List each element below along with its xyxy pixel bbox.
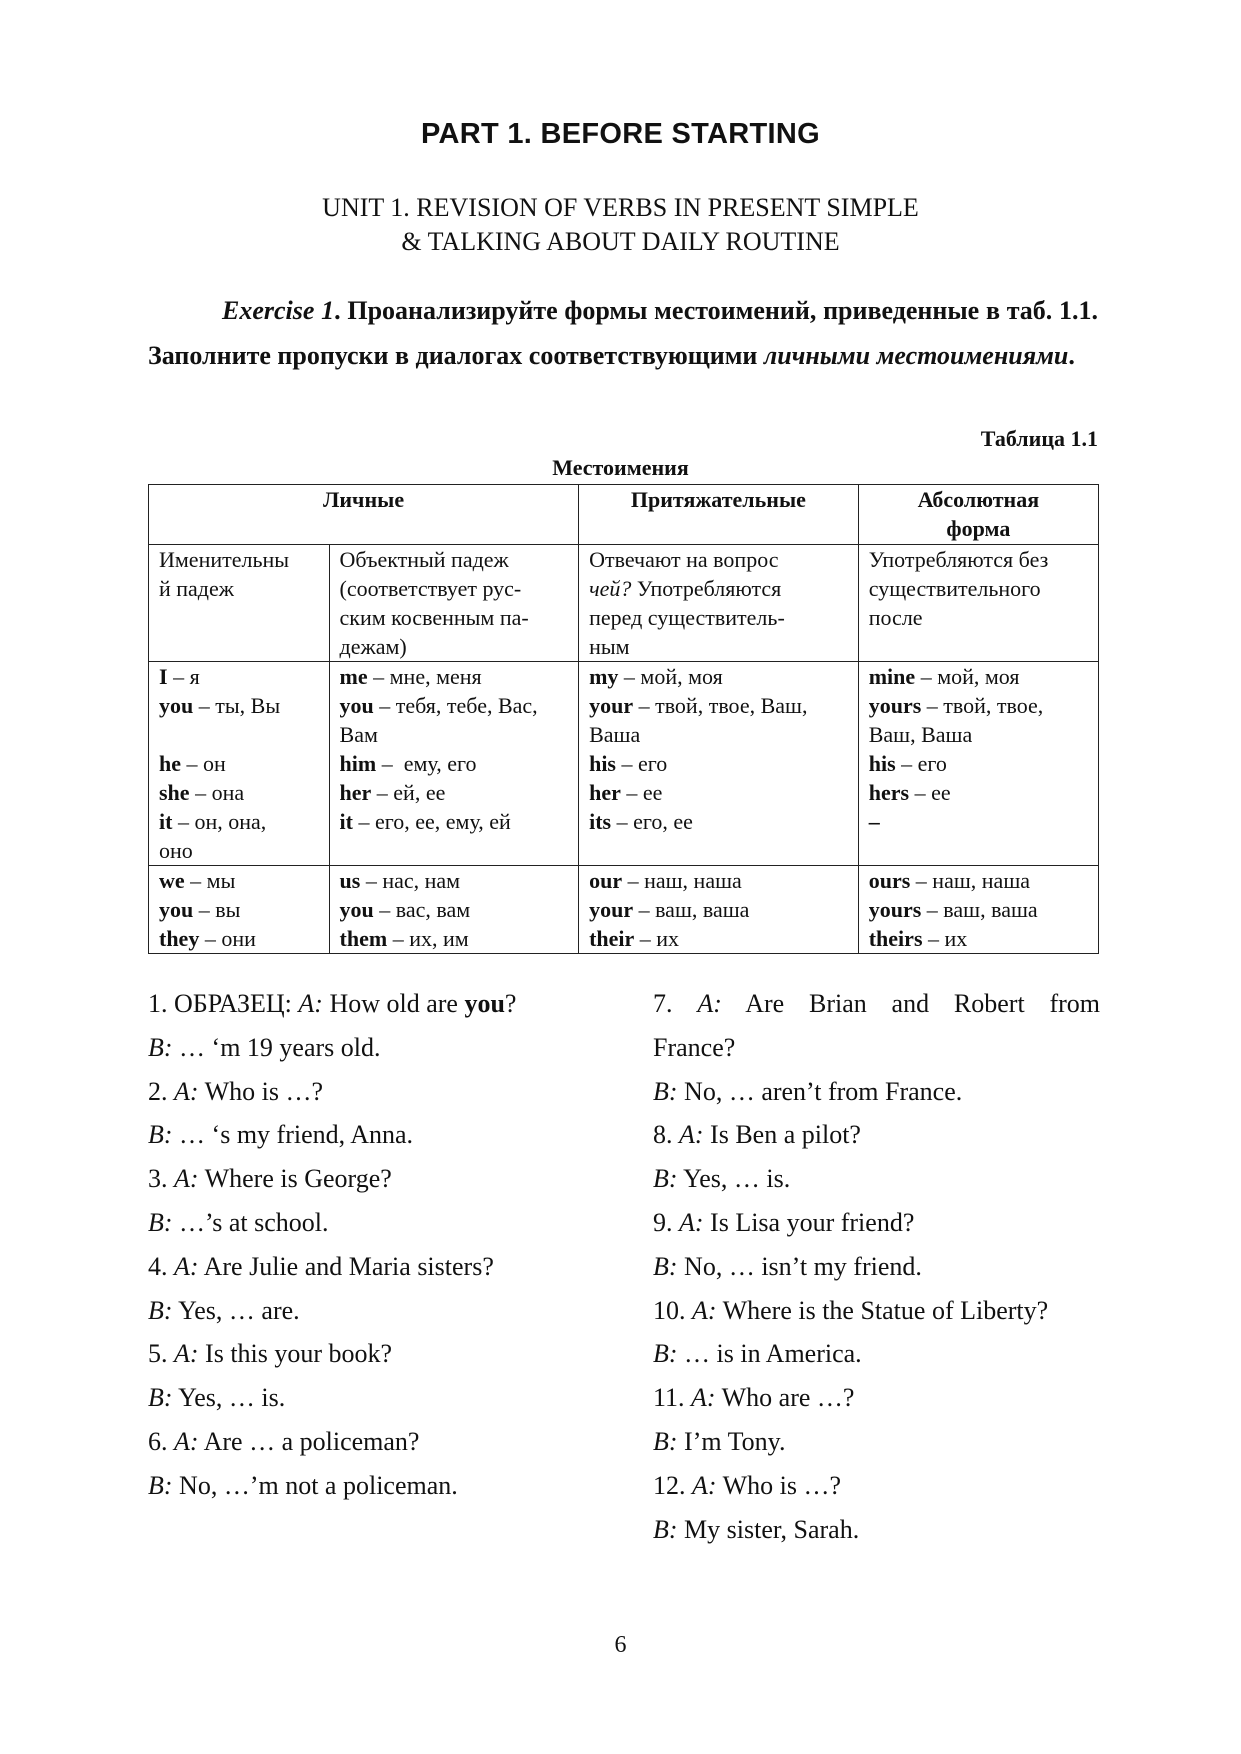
pronoun-word: you bbox=[339, 897, 374, 922]
dialogue-text: No, … aren’t from France. bbox=[677, 1076, 963, 1106]
dialogue-speaker: B: bbox=[653, 1426, 678, 1456]
singular-absolute bbox=[858, 662, 1098, 866]
pronoun-word: yours bbox=[868, 693, 922, 718]
desc-line: после bbox=[868, 605, 923, 630]
dialogue-line bbox=[653, 1113, 1100, 1157]
pronoun-translation: – их bbox=[922, 926, 968, 951]
dialogue-speaker: A: bbox=[298, 989, 323, 1018]
dialogue-speaker: A: bbox=[692, 1295, 717, 1325]
plural-nominative bbox=[149, 866, 330, 954]
pronoun-translation: – тебя, тебе, Вас, bbox=[373, 693, 538, 718]
singular-objective bbox=[329, 662, 579, 866]
pronoun-line bbox=[589, 866, 848, 895]
pronoun-translation: – ее bbox=[909, 780, 951, 805]
pronoun-line bbox=[589, 662, 848, 691]
pronoun-line bbox=[869, 662, 1088, 691]
dialogue-text: Who are …? bbox=[715, 1383, 855, 1413]
dialogue-speaker: B: bbox=[148, 1470, 173, 1500]
dialogue-speaker: A: bbox=[679, 1207, 704, 1237]
pronoun-line bbox=[159, 807, 319, 836]
pronoun-word: him bbox=[339, 751, 377, 776]
pronoun-line bbox=[869, 778, 1088, 807]
pronoun-translation: – они bbox=[199, 926, 256, 951]
page-number: 6 bbox=[614, 1632, 627, 1658]
pronoun-line bbox=[159, 749, 319, 778]
exercise-italic-term: личными местоимениями bbox=[763, 341, 1069, 370]
pronoun-translation: – он, она, bbox=[172, 809, 267, 834]
dialogue-speaker: B: bbox=[148, 1120, 173, 1150]
pronoun-translation: – он bbox=[181, 751, 226, 776]
desc-text: Употребляются bbox=[631, 576, 782, 601]
pronoun-line bbox=[340, 691, 569, 720]
dialogue-text: Is this your book? bbox=[198, 1339, 393, 1369]
dialogue-speaker: B: bbox=[148, 1207, 173, 1237]
pronoun-word: his bbox=[589, 751, 616, 776]
dialogue-speaker: A: bbox=[679, 1120, 704, 1150]
dialogue-line bbox=[148, 1376, 588, 1420]
pronoun-word: his bbox=[868, 751, 896, 776]
dialogue-number: 11. bbox=[653, 1383, 692, 1413]
dialogue-text: Is Ben a pilot? bbox=[703, 1120, 861, 1150]
pronoun-line bbox=[159, 895, 319, 924]
pronoun-line bbox=[589, 895, 848, 924]
pronoun-word: theirs bbox=[868, 926, 923, 951]
dialogue-speaker: B: bbox=[148, 1295, 173, 1325]
pronoun-translation: – мне, меня bbox=[367, 664, 482, 689]
dialogue-line bbox=[653, 1376, 1100, 1420]
dialogue-number: 8. bbox=[653, 1120, 679, 1150]
dialogues-left-column bbox=[148, 982, 588, 1508]
desc-line: (соответствует рус- bbox=[339, 576, 522, 601]
dialogue-speaker: A: bbox=[691, 1383, 716, 1413]
dialogue-line bbox=[653, 1332, 1100, 1376]
pronoun-translation: – она bbox=[189, 780, 245, 805]
pronoun-translation: – ты, Вы bbox=[193, 693, 281, 718]
singular-possessive bbox=[579, 662, 859, 866]
pronoun-translation: – его bbox=[616, 751, 668, 776]
pronoun-line bbox=[589, 924, 848, 953]
pronoun-line bbox=[340, 924, 569, 953]
pronoun-line bbox=[869, 691, 1088, 720]
pronoun-word: ours bbox=[868, 868, 911, 893]
dialogue-line bbox=[148, 1245, 588, 1289]
pronoun-translation: – их, им bbox=[387, 926, 469, 951]
pronoun-word: you bbox=[159, 897, 194, 922]
exercise-label: Exercise 1 bbox=[222, 296, 335, 325]
pronoun-line bbox=[159, 662, 319, 691]
dialogues-right-column bbox=[653, 982, 1100, 1551]
dialogue-text: Who is …? bbox=[716, 1470, 841, 1500]
exercise-text-end: . bbox=[1068, 341, 1075, 370]
pronoun-word: our bbox=[589, 868, 623, 893]
pronoun-word: them bbox=[339, 926, 388, 951]
dialogue-line bbox=[653, 1026, 1100, 1070]
part-title: PART 1. BEFORE STARTING bbox=[421, 118, 820, 150]
unit-title bbox=[0, 191, 1241, 259]
pronoun-word: yours bbox=[868, 897, 922, 922]
header-personal: Личные bbox=[149, 485, 579, 545]
dialogue-line bbox=[653, 1157, 1100, 1201]
desc-line: ским косвенным па- bbox=[339, 605, 529, 630]
pronoun-word: its bbox=[589, 809, 612, 834]
pronoun-word: her bbox=[589, 780, 621, 805]
dialogue-text: I’m Tony. bbox=[677, 1426, 786, 1456]
pronoun-translation: – нас, нам bbox=[360, 868, 461, 893]
exercise-text: . Проанализируйте формы местоимений, приведенные в таб. 1.1. Заполните пропуски в диалогах соответствующими bbox=[148, 296, 1098, 370]
desc-italic-question: чей? bbox=[589, 576, 632, 601]
dialogue-text: No, … isn’t my friend. bbox=[677, 1251, 922, 1281]
pronoun-word: you bbox=[339, 693, 374, 718]
dialogue-number: 7. bbox=[653, 989, 698, 1018]
pronoun-line bbox=[589, 720, 848, 749]
desc-line: дежам) bbox=[339, 634, 407, 659]
pronoun-translation: – мой, моя bbox=[915, 664, 1020, 689]
dialogue-text: How old are bbox=[322, 989, 465, 1018]
pronoun-line bbox=[159, 836, 319, 865]
pronoun-line bbox=[869, 866, 1088, 895]
pronoun-word: I bbox=[159, 664, 168, 689]
dialogue-line bbox=[653, 1464, 1100, 1508]
pronoun-word: it bbox=[159, 809, 173, 834]
pronoun-translation: – мой, моя bbox=[618, 664, 723, 689]
pronoun-translation: Ваш, Ваша bbox=[868, 722, 973, 747]
table-plural-row bbox=[149, 866, 1099, 954]
pronoun-word: mine bbox=[868, 664, 916, 689]
dialogue-speaker: A: bbox=[692, 1470, 717, 1500]
dialogue-speaker: A: bbox=[174, 1426, 199, 1456]
pronoun-word: her bbox=[339, 780, 372, 805]
dialogue-line bbox=[653, 1289, 1100, 1333]
pronoun-word: your bbox=[589, 693, 634, 718]
pronoun-word: you bbox=[159, 693, 194, 718]
dialogue-number: 6. bbox=[148, 1426, 174, 1456]
pronoun-line bbox=[340, 778, 569, 807]
pronoun-translation: Ваша bbox=[589, 722, 641, 747]
pronoun-translation: Вам bbox=[339, 722, 378, 747]
header-absolute-line-2: форма bbox=[946, 516, 1011, 541]
dialogue-speaker: B: bbox=[653, 1514, 678, 1544]
pronoun-line bbox=[340, 895, 569, 924]
pronoun-line bbox=[340, 662, 569, 691]
desc-line: Объектный падеж bbox=[339, 547, 509, 572]
pronoun-word: they bbox=[159, 926, 200, 951]
pronoun-line bbox=[869, 749, 1088, 778]
dialogue-line bbox=[653, 1420, 1100, 1464]
unit-title-line-1: UNIT 1. REVISION OF VERBS IN PRESENT SIMPLE bbox=[322, 193, 919, 222]
dialogue-text: … ‘s my friend, Anna. bbox=[172, 1120, 414, 1150]
pronoun-line bbox=[869, 924, 1088, 953]
dialogue-speaker: A: bbox=[697, 989, 722, 1018]
pronoun-translation: – их bbox=[634, 926, 680, 951]
pronoun-line bbox=[869, 807, 1088, 836]
pronoun-word: she bbox=[159, 780, 190, 805]
pronoun-word: – bbox=[868, 809, 880, 834]
pronoun-word: us bbox=[339, 868, 361, 893]
dialogue-number: 9. bbox=[653, 1207, 679, 1237]
header-possessive: Притяжательные bbox=[579, 485, 859, 545]
dialogue-speaker: B: bbox=[148, 1032, 173, 1062]
dialogue-speaker: B: bbox=[653, 1339, 678, 1369]
pronoun-word: my bbox=[589, 664, 619, 689]
dialogue-speaker: B: bbox=[653, 1251, 678, 1281]
dialogue-line bbox=[653, 1070, 1100, 1114]
desc-line: Отвечают на вопрос bbox=[589, 547, 779, 572]
dialogue-text: Where is George? bbox=[198, 1164, 392, 1194]
table-name: Местоимения bbox=[552, 455, 689, 480]
table-header-row bbox=[149, 485, 1099, 545]
table-caption: Таблица 1.1 bbox=[980, 426, 1098, 451]
pronoun-line bbox=[159, 691, 319, 720]
pronoun-line bbox=[159, 778, 319, 807]
pronoun-line bbox=[589, 691, 848, 720]
dialogue-number: 10. bbox=[653, 1295, 692, 1325]
dialogue-line bbox=[148, 1332, 588, 1376]
desc-absolute bbox=[858, 545, 1098, 662]
dialogue-text: Are Brian and Robert from bbox=[721, 989, 1101, 1018]
dialogue-line bbox=[148, 1070, 588, 1114]
dialogue-text: Yes, … are. bbox=[172, 1295, 300, 1325]
dialogue-number: 2. bbox=[148, 1076, 174, 1106]
pronoun-translation: – наш, наша bbox=[622, 868, 742, 893]
dialogue-speaker: B: bbox=[148, 1383, 173, 1413]
dialogue-number: 5. bbox=[148, 1339, 174, 1369]
pronoun-line bbox=[869, 895, 1088, 924]
unit-title-line-2: & TALKING ABOUT DAILY ROUTINE bbox=[401, 227, 840, 256]
pronoun-translation: – наш, наша bbox=[910, 868, 1031, 893]
pronoun-translation: – ей, ее bbox=[371, 780, 446, 805]
desc-line: й падеж bbox=[159, 576, 234, 601]
desc-possessive bbox=[579, 545, 859, 662]
desc-nominative bbox=[149, 545, 330, 662]
dialogue-speaker: A: bbox=[174, 1076, 199, 1106]
dialogue-text: … is in America. bbox=[677, 1339, 862, 1369]
dialogue-line bbox=[653, 1245, 1100, 1289]
exercise-instructions bbox=[148, 288, 1098, 378]
dialogue-text-end: ? bbox=[504, 989, 517, 1018]
desc-line: перед существитель- bbox=[589, 605, 785, 630]
pronoun-word: he bbox=[159, 751, 181, 776]
table-description-row bbox=[149, 545, 1099, 662]
singular-nominative bbox=[149, 662, 330, 866]
pronoun-translation: оно bbox=[159, 838, 193, 863]
dialogue-line bbox=[148, 1113, 588, 1157]
dialogue-line bbox=[148, 982, 588, 1026]
dialogue-number: 3. bbox=[148, 1164, 174, 1194]
pronoun-line bbox=[159, 866, 319, 895]
pronoun-translation: – ее bbox=[620, 780, 663, 805]
dialogue-number: 4. bbox=[148, 1251, 174, 1281]
desc-line: существительного bbox=[868, 576, 1041, 601]
pronoun-line bbox=[340, 807, 569, 836]
pronoun-word: it bbox=[339, 809, 353, 834]
pronoun-line bbox=[159, 924, 319, 953]
dialogue-speaker: A: bbox=[174, 1164, 199, 1194]
header-absolute bbox=[858, 485, 1098, 545]
pronouns-table bbox=[148, 484, 1099, 954]
pronoun-word: your bbox=[589, 897, 634, 922]
dialogue-text: Are Julie and Maria sisters? bbox=[198, 1251, 494, 1281]
dialogue-speaker: B: bbox=[653, 1076, 678, 1106]
pronoun-word: me bbox=[339, 664, 368, 689]
dialogue-line bbox=[148, 1201, 588, 1245]
desc-line: ным bbox=[589, 634, 630, 659]
pronoun-translation: – ваш, ваша bbox=[921, 897, 1038, 922]
plural-objective bbox=[329, 866, 579, 954]
header-absolute-line-1: Абсолютная bbox=[917, 487, 1040, 512]
dialogue-line bbox=[653, 982, 1100, 1026]
dialogue-answer-bold: you bbox=[464, 989, 505, 1018]
dialogue-text: Yes, … is. bbox=[172, 1383, 286, 1413]
pronoun-line bbox=[869, 720, 1088, 749]
dialogue-speaker: B: bbox=[653, 1164, 678, 1194]
pronoun-line bbox=[340, 720, 569, 749]
pronoun-translation: – мы bbox=[184, 868, 236, 893]
pronoun-translation: – его, ее bbox=[611, 809, 693, 834]
dialogue-line bbox=[653, 1508, 1100, 1552]
dialogue-line bbox=[148, 1464, 588, 1508]
pronoun-line bbox=[340, 866, 569, 895]
plural-absolute bbox=[858, 866, 1098, 954]
desc-line: Именительны bbox=[159, 547, 290, 572]
dialogue-speaker: A: bbox=[174, 1339, 199, 1369]
pronoun-word: we bbox=[159, 868, 185, 893]
dialogue-line bbox=[653, 1201, 1100, 1245]
pronoun-line bbox=[589, 778, 848, 807]
dialogue-text: …’s at school. bbox=[172, 1207, 329, 1237]
dialogue-text: Who is …? bbox=[198, 1076, 323, 1106]
plural-possessive bbox=[579, 866, 859, 954]
desc-line: Употребляются без bbox=[868, 547, 1049, 572]
desc-line bbox=[589, 574, 848, 603]
dialogue-text: Where is the Statue of Liberty? bbox=[716, 1295, 1049, 1325]
dialogue-text: France? bbox=[653, 1032, 736, 1062]
dialogue-line bbox=[148, 1157, 588, 1201]
dialogue-number: 1. ОБРАЗЕЦ: bbox=[148, 989, 299, 1018]
pronoun-translation: – его, ее, ему, ей bbox=[352, 809, 511, 834]
pronoun-word: their bbox=[589, 926, 635, 951]
pronoun-translation: – вы bbox=[193, 897, 241, 922]
dialogue-speaker: A: bbox=[174, 1251, 199, 1281]
pronoun-translation: – его bbox=[895, 751, 947, 776]
pronoun-line bbox=[589, 749, 848, 778]
pronoun-line bbox=[589, 807, 848, 836]
desc-objective bbox=[329, 545, 579, 662]
dialogue-number: 12. bbox=[653, 1470, 692, 1500]
pronoun-translation: – я bbox=[167, 664, 200, 689]
pronoun-translation: – твой, твое, Ваш, bbox=[633, 693, 808, 718]
dialogue-text: … ‘m 19 years old. bbox=[172, 1032, 381, 1062]
dialogue-text: No, …’m not a policeman. bbox=[172, 1470, 458, 1500]
pronoun-line bbox=[159, 720, 319, 749]
table-singular-row bbox=[149, 662, 1099, 866]
dialogue-text: Are … a policeman? bbox=[198, 1426, 420, 1456]
pronoun-translation: – ему, его bbox=[376, 751, 477, 776]
dialogue-text: My sister, Sarah. bbox=[677, 1514, 860, 1544]
dialogue-line bbox=[148, 1026, 588, 1070]
dialogue-line bbox=[148, 1289, 588, 1333]
pronoun-word: hers bbox=[868, 780, 910, 805]
pronoun-translation: – твой, твое, bbox=[921, 693, 1044, 718]
pronoun-line bbox=[340, 749, 569, 778]
pronoun-translation: – вас, вам bbox=[373, 897, 471, 922]
pronoun-translation: – ваш, ваша bbox=[633, 897, 750, 922]
dialogue-text: Is Lisa your friend? bbox=[703, 1207, 915, 1237]
dialogue-line bbox=[148, 1420, 588, 1464]
dialogue-text: Yes, … is. bbox=[677, 1164, 791, 1194]
